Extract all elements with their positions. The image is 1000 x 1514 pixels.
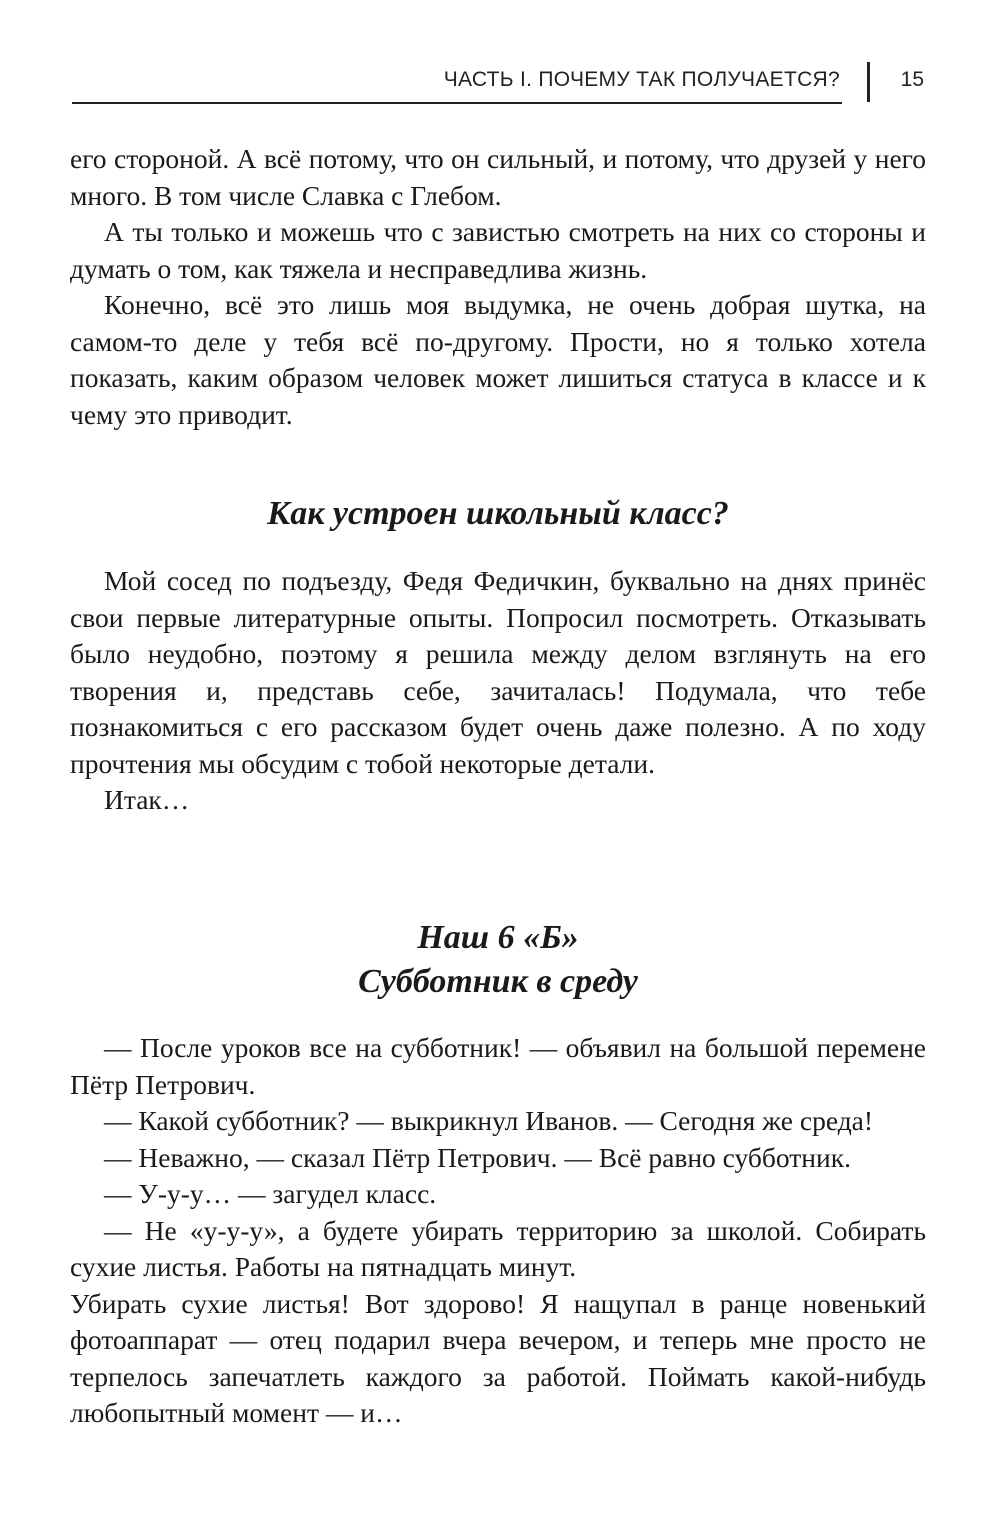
section-heading: Как устроен школьный класс? — [267, 495, 729, 532]
dialogue-line: — Какой субботник? — выкрикнул Иванов. — Сегодня же среда! — [104, 1105, 874, 1136]
running-header-title: ЧАСТЬ I. ПОЧЕМУ ТАК ПОЛУЧАЕТСЯ? — [443, 68, 840, 91]
dialogue-line: — Не «у-у-у», а будете убирать территорию за школой. Собирать сухие листья. Работы на пятнадцать минут. — [70, 1214, 926, 1282]
text-block-story — [70, 1030, 926, 1432]
page-number: 15 — [900, 68, 924, 91]
text-block-intro — [70, 141, 926, 433]
text-block-section — [70, 563, 926, 819]
paragraph: Мой сосед по подъезду, Федя Федичкин, буквально на днях принёс свои первые литературные опыты. Попросил посмотреть. Отказывать было неудобно, поэтому я решила между делом взглянуть на его творения и, представь себе, зачиталась! Подумала, что тебе познакомиться с его рассказом будет очень даже полезно. А по ходу прочтения мы обсудим с тобой некоторые детали. — [70, 565, 926, 779]
paragraph: А ты только и можешь что с завистью смотреть на них со стороны и думать о том, как тяжела и несправедлива жизнь. — [70, 216, 926, 284]
dialogue-line: — У-у-у… — загудел класс. — [104, 1178, 437, 1209]
paragraph: Убирать сухие листья! Вот здорово! Я нащупал в ранце новенький фотоаппарат — отец подарил вчера вечером, и теперь мне просто не терпелось запечатлеть каждого за работой. Поймать какой-нибудь любопытный момент — и… — [70, 1287, 926, 1428]
paragraph: Конечно, всё это лишь моя выдумка, не очень добрая шутка, на самом-то деле у тебя всё по-другому. Прости, но я только хотела показать, каким образом человек может лишиться статуса в классе и к чему это приводит. — [70, 289, 926, 430]
dialogue-line: — Неважно, — сказал Пётр Петрович. — Всё равно субботник. — [104, 1141, 851, 1173]
story-heading-line-2: Субботник в среду — [358, 963, 638, 1000]
header-rule — [72, 102, 842, 104]
header-separator — [867, 62, 870, 102]
paragraph: его стороной. А всё потому, что он сильный, и потому, что друзей у него много. В том числе Славка с Глебом. — [70, 143, 926, 211]
dialogue-line: — После уроков все на субботник! — объявил на большой перемене Пётр Петрович. — [70, 1032, 926, 1100]
story-heading-line-1: Наш 6 «Б» — [417, 919, 579, 956]
paragraph: Итак… — [104, 784, 190, 815]
running-header — [72, 62, 928, 108]
story-heading — [70, 916, 926, 1004]
